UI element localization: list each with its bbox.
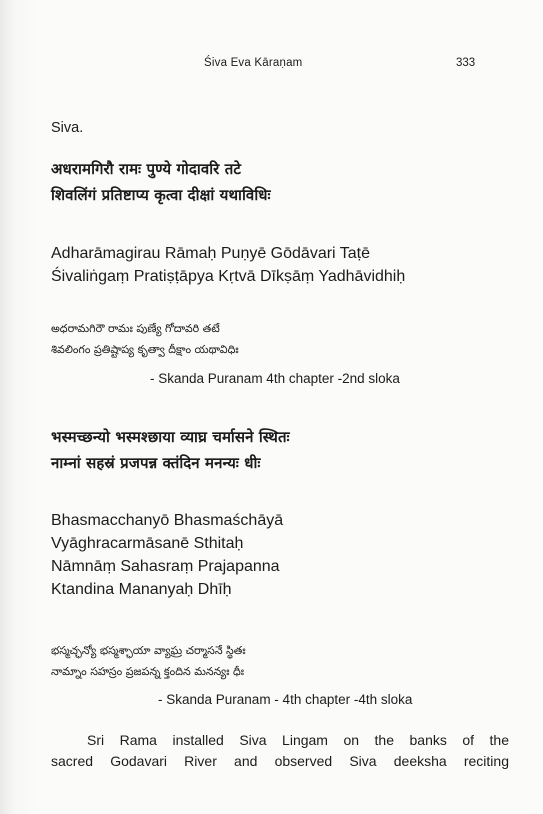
body-paragraph [51, 730, 509, 772]
verse2-transliteration-line: Ktandina Mananyaḥ Dhīḥ [51, 581, 232, 598]
verse1-devanagari [51, 159, 271, 211]
verse2-transliteration-line: Vyāghracarmāsanē Sthitaḥ [51, 535, 244, 552]
verse2-citation: - Skanda Puranam - 4th chapter -4th sloka [158, 692, 413, 707]
verse2-telugu-line: నామ్నాం సహస్రం ప్రజపన్న క్తందిన మనన్యః ధీః [51, 665, 244, 678]
intro-word: Siva. [51, 120, 84, 136]
verse1-transliteration-line: Adharāmagirau Rāmaḥ Puṇyē Gōdāvari Taṭē [51, 245, 370, 262]
verse1-telugu [51, 322, 239, 364]
verse1-devanagari-line: शिवलिंगं प्रतिष्टाप्य कृत्वा दीक्षां यथाविधिः [51, 186, 271, 204]
verse2-transliteration [51, 512, 283, 604]
verse2-devanagari [51, 427, 290, 479]
paragraph-line: Sri Rama installed Siva Lingam on the banks of the [87, 732, 509, 748]
verse1-devanagari-line: अधरामगिरौ रामः पुण्ये गोदावरि तटे [51, 160, 242, 178]
verse1-transliteration [51, 245, 405, 291]
verse1-telugu-line: శివలింగం ప్రతిష్టాప్య కృత్వా దీక్షాం యథావిధిః [51, 343, 239, 356]
page-number: 333 [456, 57, 476, 69]
verse2-devanagari-line: नाम्नां सहस्रं प्रजपन्न क्तंदिन मनन्यः धीः [51, 454, 261, 472]
paragraph-line: sacred Godavari River and observed Siva deeksha reciting [51, 753, 509, 769]
running-header [0, 57, 543, 73]
chapter-title: Śiva Eva Kāraṇam [204, 57, 303, 69]
verse2-telugu [51, 644, 246, 686]
verse1-citation: - Skanda Puranam 4th chapter -2nd sloka [150, 371, 400, 386]
verse1-telugu-line: అధరామగిరౌ రామః పుణ్యే గోదావరి తటే [51, 322, 220, 335]
verse2-transliteration-line: Bhasmacchanyō Bhasmaśchāyā [51, 512, 284, 529]
verse2-transliteration-line: Nāmnāṃ Sahasraṃ Prajapanna [51, 558, 280, 575]
verse1-transliteration-line: Śivaliṅgaṃ Pratiṣṭāpya Kṛtvā Dīkṣāṃ Yadhāvidhiḥ [51, 268, 406, 285]
verse2-telugu-line: భస్మచ్ఛన్యో భస్మశ్ఛాయా వ్యాఘ్ర చర్మాసనే స్థితః [51, 644, 246, 657]
verse2-devanagari-line: भस्मच्छन्यो भस्मश्छाया व्याघ्र चर्मासने स्थितः [51, 428, 290, 446]
